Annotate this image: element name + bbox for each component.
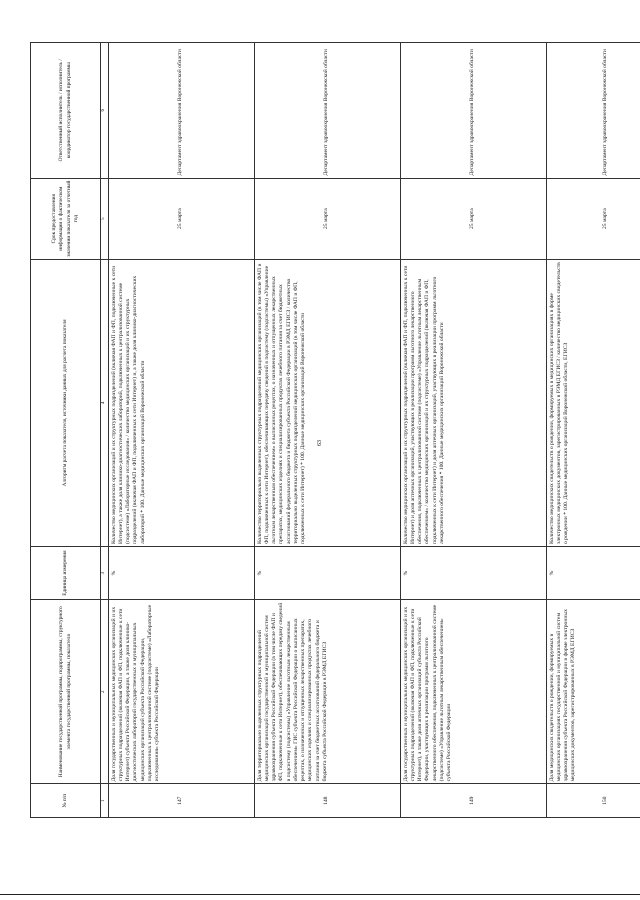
indicator-deadline: 25 марта [400, 178, 546, 259]
column-number: 3 [101, 547, 109, 600]
column-number: 5 [101, 178, 109, 259]
row-number: 149 [400, 784, 546, 818]
table-row [400, 43, 546, 818]
indicator-unit: % [546, 547, 640, 600]
indicator-name: Доля государственных и муниципальных медицинских организаций и их структурных подразделений (включая ФАП и ФП, подключенные к сети Интернет), а также доля аптечных организаций субъекта Российской Федерации, участвующих в реализации программ льготного лекарственного обеспечения, подключенных к централизованной системе (подсистеме) «Управление льготным лекарственным обеспечением» субъекта Российской Федерации [400, 600, 546, 784]
header-row [31, 43, 101, 818]
indicator-algorithm: Количество медицинских организаций и их структурных подразделений (включая ФАП и ФП, подключенные к сети Интернет), а также доля клинико-диагностических лабораторий, подключенных к централизованной системе (подсистеме) «Лабораторные исследования» / количество медицинских организаций и их структурных подразделений (включая ФАП и ФП, подключенных к сети Интернет) и, а также доля клинико-диагностических лабораторий * 100. Данные медицинских организаций Воронежской области [108, 259, 254, 546]
indicator-name: Доля медицинских свидетельств о рождении, формируемых в медицинских организациях государственной и муниципальной систем здравоохранения субъекта Российской Федерации в форме электронных медицинских документов, зарегистрированных в РЭМД ЕГИСЗ [546, 600, 640, 784]
table-row [546, 43, 640, 818]
indicator-responsible: Департамент здравоохранения Воронежской области [254, 43, 400, 179]
indicator-algorithm: Количество медицинских организаций и их структурных подразделений (включая ФАП и ФП, подключенных к сети Интернет) и доля аптечных организаций, участвующих в реализации программ льготного лекарственного обеспечения, подключенных к централизованной системе (подсистеме) «Управление льготным лекарственным обеспечением» / количество медицинских организаций и их структурных подразделений (включая ФАП и ФП, подключенных к сети Интернет) и доля аптечных организаций, участвующих в реализации программ льготного лекарственного обеспечения * 100. Данные медицинских организаций Воронежской области [400, 259, 546, 546]
indicator-algorithm: Количество медицинских свидетельств о рождении, формируемых в медицинских организациях в форме электронных медицинских документов, зарегистрированных в РЭМД ЕГИСЗ / количество медицинских свидетельств о рождении * 100. Данные медицинских организаций Воронежской области, ЕГИСЗ [546, 259, 640, 546]
indicator-responsible: Департамент здравоохранения Воронежской области [108, 43, 254, 179]
column-number: 1 [101, 784, 109, 818]
header-deadline: Срок предоставления информации о фактическом значении показателя за отчетный год [31, 178, 101, 259]
column-number-row [101, 43, 109, 818]
page-number: 63 [317, 440, 323, 446]
header-algorithm: Алгоритм расчета показателя, источники данных для расчета показателя [31, 259, 101, 546]
table-row [254, 43, 400, 818]
row-number: 147 [108, 784, 254, 818]
scan-edge-line [0, 894, 640, 895]
column-number: 2 [101, 600, 109, 784]
indicator-name: Доля государственных и муниципальных медицинских организаций и их структурных подразделений (включая ФАП и ФП, подключенные к сети Интернет) субъекта Российской Федерации, а также доля клинико-диагностических лабораторий государственных и муниципальных медицинских организаций субъекта Российской Федерации, подключенных к централизованной системе (подсистеме) «Лабораторные исследования» субъекта Российской Федерации [108, 600, 254, 784]
column-number: 6 [101, 43, 109, 179]
header-number: № п/п [31, 784, 101, 818]
rotated-page [30, 42, 610, 818]
table-row [108, 43, 254, 818]
header-responsible: Ответственный исполнитель / исполнитель / координатор государственной программы [31, 43, 101, 179]
indicator-deadline: 25 марта [546, 178, 640, 259]
indicator-name: Доля территориально выделенных структурных подразделений медицинских организаций государственной и муниципальной систем здравоохранения субъекта Российской Федерации (в том числе ФАП и ФП, подключенные к сети Интернет), обеспечивающих передачу сведений в подсистему (подсистемы) «Управление льготным лекарственным обеспечением» ГИС субъекта Российской Федерации о выписанных рецептах, о назначенных и отпущенных лекарственных препаратах, медицинских изделиях и специализированных продуктах лечебного питания за счет бюджетных ассигнований федерального бюджета и бюджета субъекта Российской Федерации в РЭМД ЕГИСЗ [254, 600, 400, 784]
indicator-unit: % [108, 547, 254, 600]
indicator-responsible: Департамент здравоохранения Воронежской области [546, 43, 640, 179]
indicator-unit: % [254, 547, 400, 600]
row-number: 150 [546, 784, 640, 818]
indicator-unit: % [400, 547, 546, 600]
indicator-responsible: Департамент здравоохранения Воронежской области [400, 43, 546, 179]
row-number: 148 [254, 784, 400, 818]
indicator-deadline: 25 марта [108, 178, 254, 259]
header-unit: Единица измерения [31, 547, 101, 600]
header-name: Наименование государственной программы, подпрограммы, структурного элемента государственной программы, показателя [31, 600, 101, 784]
indicator-deadline: 25 марта [254, 178, 400, 259]
column-number: 4 [101, 259, 109, 546]
indicator-algorithm: Количество территориально выделенных структурных подразделений медицинских организаций (в том числе ФАП и ФП, подключенных к сети Интернет), обеспечивающих передачу сведений в подсистему (подсистемы) «Управление льготным лекарственным обеспечением» о выписанных рецептах, о назначенных и отпущенных лекарственных препаратах, медицинских изделиях и специализированных продуктах лечебного питания за счет бюджетных ассигнований федерального бюджета и бюджета субъекта Российской Федерации в РЭМД ЕГИСЗ / количество территориально выделенных структурных подразделений медицинских организаций (в том числе ФАП и ФП, подключенных к сети Интернет) * 100. Данные медицинских организаций Воронежской области [254, 259, 400, 546]
indicator-table [30, 42, 640, 818]
